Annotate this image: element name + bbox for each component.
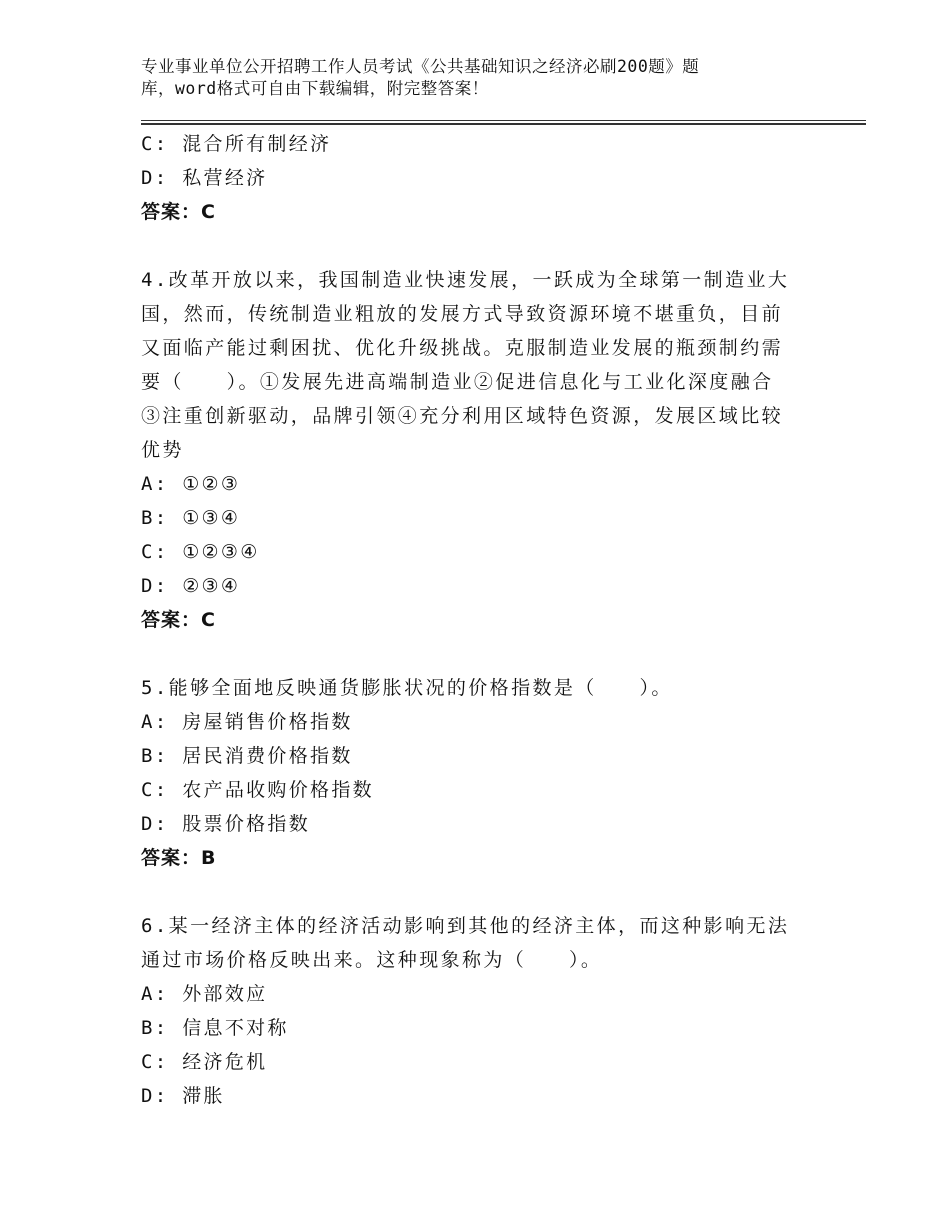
q6-option-d: D: 滞胀	[141, 1085, 225, 1107]
q4-option-b: B: ①③④	[141, 507, 241, 529]
q4-option-a: A: ①②③	[141, 473, 241, 495]
q4-stem-line: 要（ ）。①发展先进高端制造业②促进信息化与工业化深度融合	[141, 371, 774, 393]
q4-option-c: C: ①②③④	[141, 541, 260, 563]
q4-stem-line: 国，然而，传统制造业粗放的发展方式导致资源环境不堪重负，目前	[141, 303, 784, 325]
header-title-line-2: 库，word格式可自由下载编辑，附完整答案！	[141, 79, 489, 98]
q5-option-d: D: 股票价格指数	[141, 813, 311, 835]
document-header	[141, 56, 781, 100]
q6-option-c: C: 经济危机	[141, 1051, 268, 1073]
q4-answer: 答案：C	[141, 609, 216, 631]
q6-option-a: A: 外部效应	[141, 983, 268, 1005]
q4-stem-line: 4.改革开放以来，我国制造业快速发展，一跃成为全球第一制造业大	[141, 269, 790, 291]
q4-stem-line: ③注重创新驱动，品牌引领④充分利用区域特色资源，发展区域比较	[141, 405, 784, 427]
q5-option-c: C: 农产品收购价格指数	[141, 779, 374, 801]
q4-stem	[141, 263, 796, 467]
q4-option-d: D: ②③④	[141, 575, 241, 597]
q5-answer: 答案：B	[141, 847, 217, 869]
q5-option-a: A: 房屋销售价格指数	[141, 711, 353, 733]
q3-option-c: C: 混合所有制经济	[141, 133, 332, 155]
q3-answer: 答案：C	[141, 201, 216, 223]
document-body	[141, 127, 796, 1113]
q3-option-d: D: 私营经济	[141, 167, 268, 189]
q6-stem-line: 通过市场价格反映出来。这种现象称为（ ）。	[141, 949, 603, 971]
q6-stem	[141, 909, 796, 977]
q4-stem-line: 优势	[141, 439, 184, 461]
q6-stem-line: 6.某一经济主体的经济活动影响到其他的经济主体，而这种影响无法	[141, 915, 790, 937]
q5-stem: 5.能够全面地反映通货膨胀状况的价格指数是（ ）。	[141, 677, 673, 699]
header-title-line-1: 专业事业单位公开招聘工作人员考试《公共基础知识之经济必刷200题》题	[141, 57, 700, 76]
header-divider	[141, 120, 866, 125]
q6-option-b: B: 信息不对称	[141, 1017, 289, 1039]
q4-stem-line: 又面临产能过剩困扰、优化升级挑战。克服制造业发展的瓶颈制约需	[141, 337, 784, 359]
q5-option-b: B: 居民消费价格指数	[141, 745, 353, 767]
